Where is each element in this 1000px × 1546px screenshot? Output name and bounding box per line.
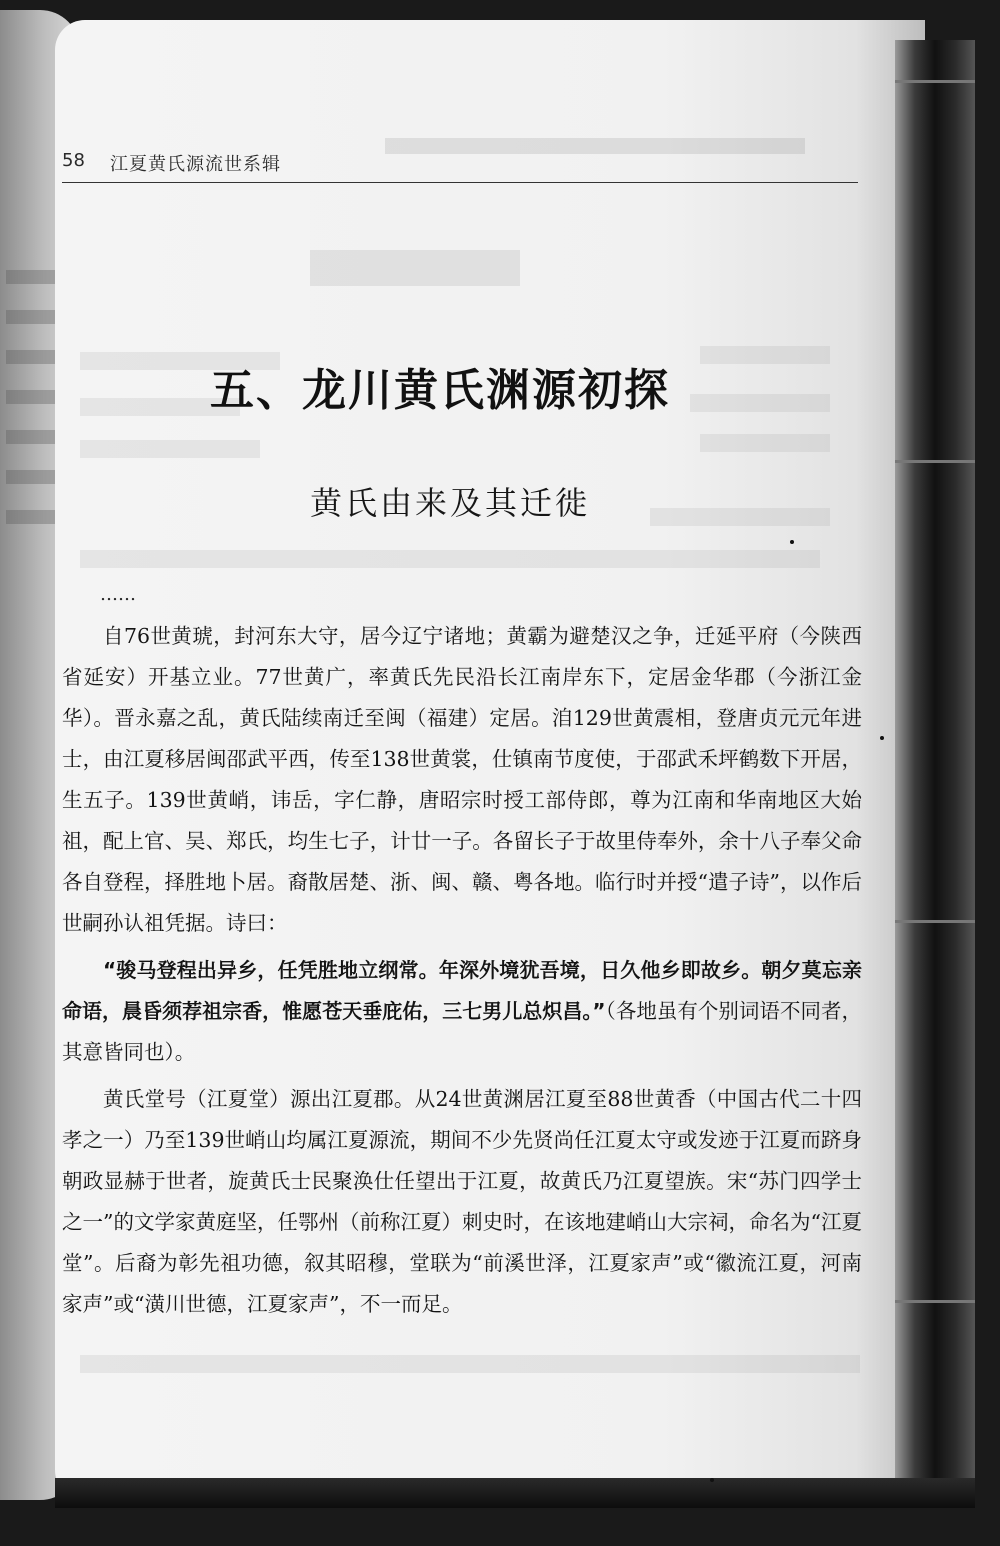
ellipsis: …… <box>100 584 136 605</box>
poem-note: （各地虽有个别词语不同者，其意皆同也）。 <box>62 999 862 1064</box>
running-header <box>62 150 862 180</box>
bleed-through-line <box>80 550 820 568</box>
paragraph: 黄氏堂号（江夏堂）源出江夏郡。从24世黄渊居江夏至88世黄香（中国古代二十四孝之一）乃至139世峭山均属江夏源流，期间不少先贤尚任江夏太守或发迹于江夏而跻身朝政显赫于世者，旋黄氏士民聚涣仕任望出于江夏，故黄氏乃江夏望族。宋“苏门四学士之一”的文学家黄庭坚，任鄂州（前称江夏）刺史时，在该地建峭山大宗祠，命名为“江夏堂”。后裔为彰先祖功德，叙其昭穆，堂联为“前溪世泽，江夏家声”或“徽流江夏，河南家声”或“潢川世德，江夏家声”，不一而足。 <box>62 1087 862 1316</box>
dust-speck <box>710 1478 714 1482</box>
page-number: 58 <box>62 150 85 171</box>
chapter-title: 五、龙川黄氏渊源初探 <box>210 365 670 416</box>
bleed-through-title <box>310 250 520 286</box>
dust-speck <box>790 540 794 544</box>
bleed-through-line <box>80 440 260 458</box>
paragraph: 自76世黄琥，封河东大守，居今辽宁诸地；黄霸为避楚汉之争，迁延平府（今陕西省延安）开基立业。77世黄广，率黄氏先民沿长江南岸东下，定居金华郡（今浙江金华）。晋永嘉之乱，黄氏陆续南迁至闽（福建）定居。洎129世黄震相，登唐贞元元年进士，由江夏移居闽邵武平西，传至138世黄裳，仕镇南节度使，于邵武禾坪鹤数下开居，生五子。139世黄峭，讳岳，字仁静，唐昭宗时授工部侍郎，尊为江南和华南地区大始祖，配上官、吴、郑氏，均生七子，计廿一子。各留长子于故里侍奉外，余十八子奉父命各自登程，择胜地卜居。裔散居楚、浙、闽、赣、粤各地。临行时并授“遣子诗”，以作后世嗣孙认祖凭据。诗曰： <box>62 624 862 935</box>
bottom-shadow <box>55 1478 975 1508</box>
poem-quote: “骏马登程出异乡，任凭胜地立纲常。年深外境犹吾境，日久他乡即故乡。朝夕莫忘亲命语，晨昏须荐祖宗香，惟愿苍天垂庇佑，三七男儿总炽昌。” <box>62 958 862 1023</box>
body-text <box>62 616 862 1331</box>
poem-paragraph <box>62 950 862 1073</box>
running-title: 江夏黄氏源流世系辑 <box>110 154 281 175</box>
dust-speck <box>880 736 884 740</box>
scanner-edge <box>895 40 975 1480</box>
header-rule <box>62 182 858 183</box>
bleed-through-line <box>80 1355 860 1373</box>
bleed-through-line <box>700 434 830 452</box>
section-title: 黄氏由来及其迁徙 <box>310 484 591 522</box>
